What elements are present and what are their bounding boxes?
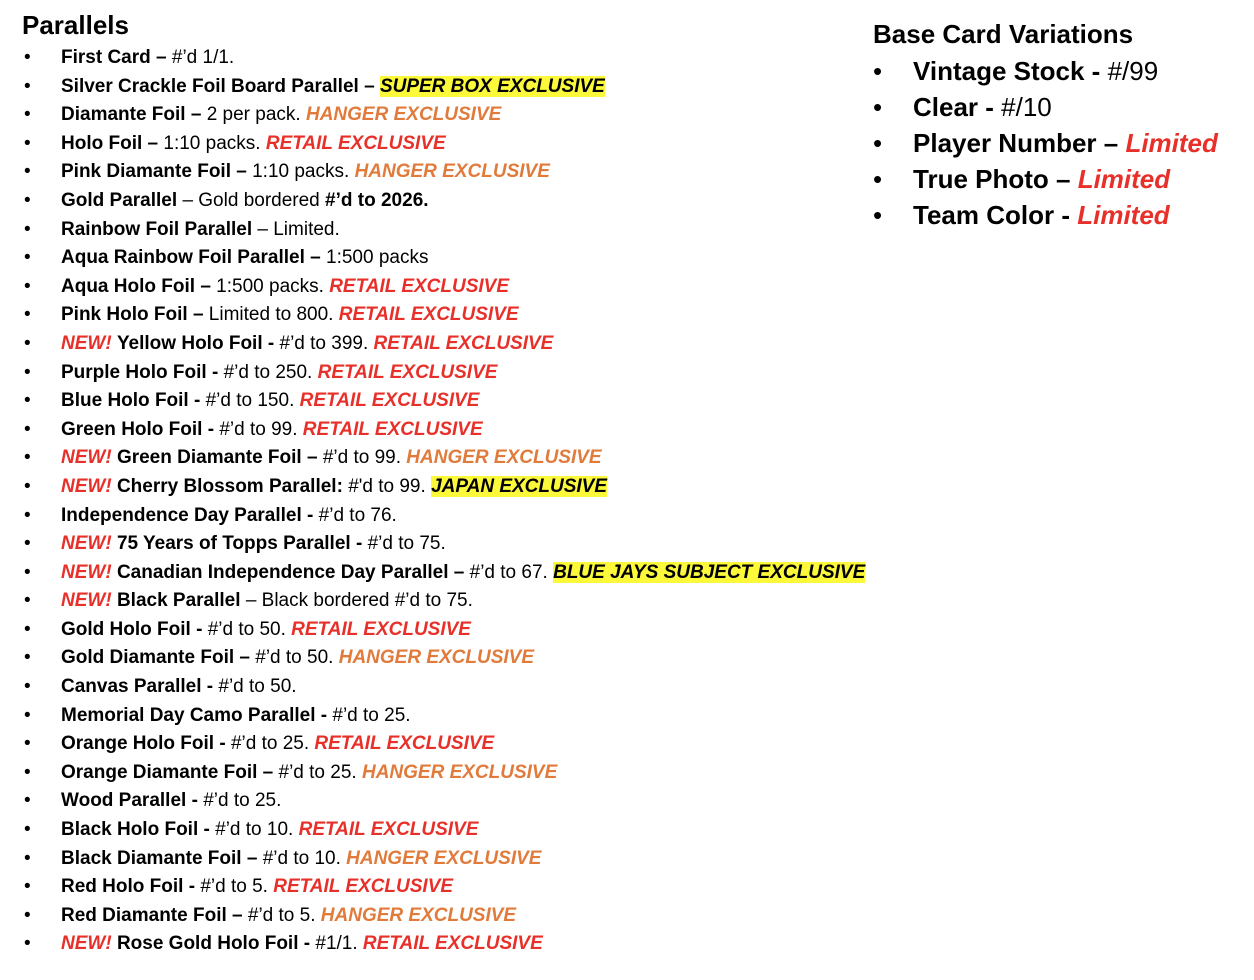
exclusive-tag: RETAIL EXCLUSIVE [329, 275, 510, 297]
parallel-item [22, 845, 1022, 874]
parallel-name: First Card – [61, 47, 167, 68]
parallel-item [22, 759, 1022, 788]
parallel-detail: #’d to 76. [318, 504, 397, 526]
parallel-item [22, 644, 1022, 673]
parallel-item [22, 502, 1022, 531]
parallel-detail: 1:10 packs. [252, 161, 350, 183]
parallel-detail: #’d to 50. [255, 647, 334, 669]
exclusive-tag: HANGER EXCLUSIVE [406, 447, 602, 469]
exclusive-tag: SUPER BOX EXCLUSIVE [379, 75, 605, 97]
parallel-name: Pink Holo Foil – [61, 304, 204, 326]
parallel-name: Black Holo Foil - [61, 819, 210, 841]
parallel-name: Purple Holo Foil - [61, 361, 219, 383]
parallel-name: Red Diamante Foil – [61, 904, 243, 926]
exclusive-tag: RETAIL EXCLUSIVE [373, 332, 554, 354]
parallel-detail: #'d to 99. [348, 475, 426, 497]
parallel-name: Aqua Rainbow Foil Parallel – [61, 247, 321, 269]
variation-item [873, 53, 1253, 89]
parallel-item [22, 816, 1022, 845]
parallel-item [22, 330, 1022, 359]
parallel-name: Memorial Day Camo Parallel - [61, 704, 328, 726]
parallel-detail: #’d to 25. [203, 790, 282, 812]
parallel-item [22, 73, 1022, 102]
exclusive-tag: RETAIL EXCLUSIVE [273, 876, 454, 898]
parallel-detail: #’d to 10. [262, 847, 341, 869]
parallel-item [22, 244, 1022, 273]
limited-tag: Limited [1077, 200, 1170, 230]
variations-list [873, 53, 1253, 233]
parallel-detail: #’d to 5. [200, 876, 268, 898]
parallel-detail: #’d to 399. [279, 332, 369, 354]
exclusive-tag: BLUE JAYS SUBJECT EXCLUSIVE [553, 561, 866, 583]
exclusive-tag: RETAIL EXCLUSIVE [302, 418, 483, 440]
parallel-name: Gold Holo Foil - [61, 618, 203, 640]
parallel-detail: 2 per pack. [206, 104, 301, 126]
parallel-detail: #’d to 25. [230, 733, 310, 755]
variations-title: Base Card Variations [873, 19, 1134, 49]
parallel-detail: #’d to 5. [247, 904, 316, 926]
parallel-name: Black Parallel [116, 590, 241, 612]
variation-name: Team Color - [913, 200, 1070, 230]
parallel-detail: – Black bordered #’d to 75. [245, 590, 473, 612]
new-badge: NEW! [61, 475, 112, 497]
variation-item [873, 125, 1253, 161]
new-badge: NEW! [61, 590, 112, 612]
new-badge: NEW! [61, 533, 112, 555]
parallel-name: Independence Day Parallel - [61, 504, 314, 526]
parallel-detail: #’d to 25. [332, 704, 411, 726]
parallel-detail: 1:500 packs [326, 247, 429, 269]
parallel-name: Rainbow Foil Parallel [61, 218, 253, 240]
parallel-item [22, 473, 1022, 502]
parallel-name: Orange Diamante Foil – [61, 761, 274, 783]
new-badge: NEW! [61, 332, 112, 354]
exclusive-tag: RETAIL EXCLUSIVE [265, 132, 446, 154]
exclusive-tag: JAPAN EXCLUSIVE [431, 475, 608, 497]
parallel-detail: #’d to 67. [469, 561, 548, 583]
parallel-item [22, 702, 1022, 731]
parallel-item [22, 873, 1022, 902]
parallel-detail: #’d to 10. [215, 819, 294, 841]
new-badge: NEW! [61, 561, 112, 583]
parallel-item [22, 101, 1022, 130]
parallel-detail: #’d to 99. [219, 418, 298, 440]
exclusive-tag: HANGER EXCLUSIVE [346, 847, 542, 869]
parallels-section [22, 8, 1022, 959]
parallel-name: Canadian Independence Day Parallel – [116, 561, 465, 583]
limited-tag: Limited [1077, 164, 1171, 194]
variation-name: Clear - [913, 92, 994, 122]
parallel-item [22, 273, 1022, 302]
variation-name: True Photo – [913, 164, 1071, 194]
parallel-detail: – Limited. [257, 218, 340, 240]
exclusive-tag: RETAIL EXCLUSIVE [291, 618, 471, 640]
parallel-name: Silver Crackle Foil Board Parallel – [61, 75, 375, 97]
variation-item [873, 197, 1253, 233]
parallel-name: Wood Parallel - [61, 790, 198, 812]
exclusive-tag: HANGER EXCLUSIVE [320, 904, 517, 926]
parallel-item [22, 44, 1022, 73]
parallel-name: Green Holo Foil - [61, 418, 215, 440]
parallel-detail: #’d 1/1. [171, 47, 235, 68]
parallel-detail: #’d to 99. [322, 447, 402, 469]
parallel-detail: Limited to 800. [208, 304, 334, 326]
parallel-detail: #1/1. [315, 933, 358, 955]
parallel-name: Gold Diamante Foil – [61, 647, 250, 669]
exclusive-tag: RETAIL EXCLUSIVE [338, 304, 519, 326]
parallel-name: Yellow Holo Foil - [116, 332, 275, 354]
variation-detail: #/99 [1107, 56, 1159, 86]
variation-name: Player Number – [913, 128, 1119, 158]
parallel-item [22, 787, 1022, 816]
parallel-item [22, 359, 1022, 388]
parallel-detail: #’d to 150. [205, 390, 295, 412]
parallel-item [22, 587, 1022, 616]
parallel-name: Canvas Parallel - [61, 676, 214, 698]
limited-tag: Limited [1125, 128, 1218, 158]
parallel-item [22, 530, 1022, 559]
parallel-item [22, 444, 1022, 473]
parallel-detail: #’d to 250. [223, 361, 313, 383]
parallel-detail: #’d to 50. [218, 676, 297, 698]
parallel-item [22, 616, 1022, 645]
parallel-name: Holo Foil – [61, 132, 159, 154]
parallel-detail: #’d to 50. [207, 618, 286, 640]
parallel-name: Orange Holo Foil - [61, 733, 226, 755]
parallel-detail: #’d to 75. [367, 533, 446, 555]
parallel-name: Cherry Blossom Parallel: [116, 475, 343, 497]
exclusive-tag: HANGER EXCLUSIVE [361, 761, 558, 783]
parallel-name: Black Diamante Foil – [61, 847, 258, 869]
parallels-title: Parallels [22, 10, 129, 40]
parallel-item [22, 416, 1022, 445]
parallel-item [22, 930, 1022, 959]
parallel-item [22, 730, 1022, 759]
parallel-name: Aqua Holo Foil – [61, 275, 211, 297]
parallel-item [22, 216, 1022, 245]
variation-name: Vintage Stock - [913, 56, 1101, 86]
parallel-detail: 1:500 packs. [216, 275, 324, 297]
parallel-item [22, 559, 1022, 588]
parallel-detail: – Gold bordered [182, 189, 320, 211]
variation-item [873, 161, 1253, 197]
parallel-name: 75 Years of Topps Parallel - [116, 533, 363, 555]
exclusive-tag: RETAIL EXCLUSIVE [314, 733, 495, 755]
parallel-detail-bold: #’d to 2026. [325, 189, 429, 211]
variation-detail: #/10 [1001, 92, 1052, 122]
parallel-name: Red Holo Foil - [61, 876, 196, 898]
parallel-item [22, 673, 1022, 702]
parallel-item [22, 158, 1022, 187]
exclusive-tag: RETAIL EXCLUSIVE [298, 819, 479, 841]
parallel-detail: #’d to 25. [278, 761, 357, 783]
parallel-detail: 1:10 packs. [163, 132, 261, 154]
parallels-list [22, 44, 1022, 959]
parallel-item [22, 387, 1022, 416]
exclusive-tag: RETAIL EXCLUSIVE [299, 390, 480, 412]
exclusive-tag: HANGER EXCLUSIVE [338, 647, 535, 669]
parallel-item [22, 301, 1022, 330]
parallel-name: Gold Parallel [61, 189, 178, 211]
parallel-name: Green Diamante Foil – [116, 447, 318, 469]
parallel-item [22, 130, 1022, 159]
parallel-item [22, 187, 1022, 216]
parallel-name: Rose Gold Holo Foil - [116, 933, 311, 955]
exclusive-tag: RETAIL EXCLUSIVE [362, 933, 543, 955]
exclusive-tag: HANGER EXCLUSIVE [305, 104, 502, 126]
base-card-variations-section [873, 17, 1253, 233]
exclusive-tag: RETAIL EXCLUSIVE [317, 361, 498, 383]
parallel-name: Blue Holo Foil - [61, 390, 201, 412]
new-badge: NEW! [61, 447, 112, 469]
parallel-name: Pink Diamante Foil – [61, 161, 247, 183]
exclusive-tag: HANGER EXCLUSIVE [354, 161, 550, 183]
parallel-item [22, 902, 1022, 931]
new-badge: NEW! [61, 933, 112, 955]
variation-item [873, 89, 1253, 125]
parallel-name: Diamante Foil – [61, 104, 202, 126]
